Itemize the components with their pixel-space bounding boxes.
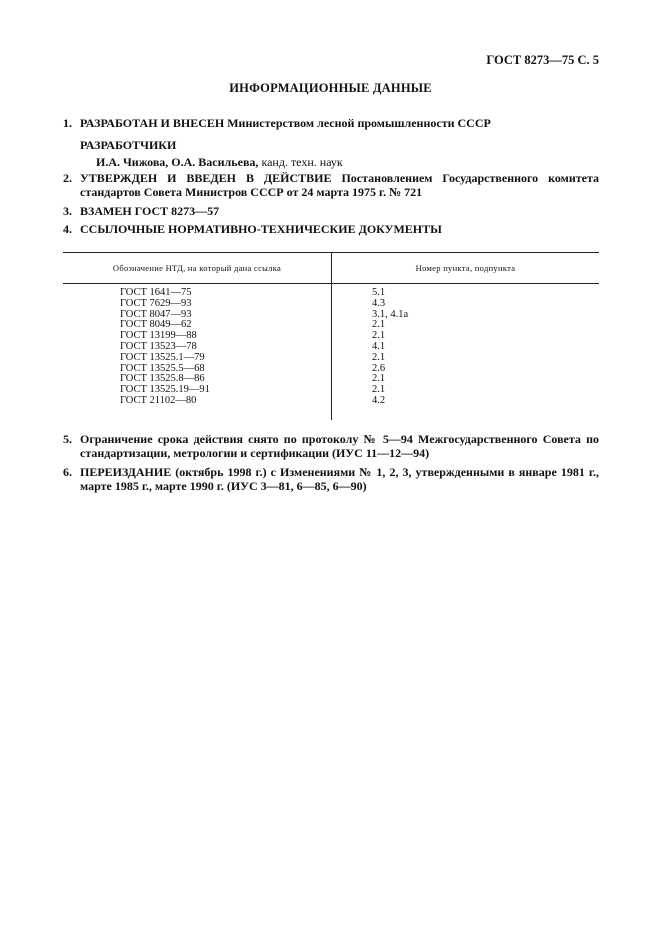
table-header-clause: Номер пункта, подпункта xyxy=(415,263,516,273)
table-cell-doc: ГОСТ 21102—80 xyxy=(120,394,197,406)
item-number: 2. xyxy=(63,171,72,185)
item-number: 5. xyxy=(63,432,72,446)
item-number: 4. xyxy=(63,222,72,236)
page-header: ГОСТ 8273—75 С. 5 xyxy=(486,53,599,67)
developers-names xyxy=(96,155,343,170)
table-cell-doc: ГОСТ 13525.5—68 xyxy=(120,362,205,374)
table-cell-clause: 2.6 xyxy=(372,362,386,374)
table-cell-clause: 2.1 xyxy=(372,384,386,396)
table-cell-doc: ГОСТ 13525.1—79 xyxy=(120,351,205,363)
item-developed xyxy=(63,117,599,131)
reference-table xyxy=(63,252,599,420)
table-cell-doc: ГОСТ 13525.8—86 xyxy=(120,373,205,385)
table-column-clauses xyxy=(372,288,408,407)
item-number: 1. xyxy=(63,116,72,130)
developers-label: РАЗРАБОТЧИКИ xyxy=(80,138,177,152)
table-column-documents xyxy=(120,288,210,407)
table-cell-clause: 5.1 xyxy=(372,287,386,298)
table-cell-doc: ГОСТ 13199—88 xyxy=(120,330,197,342)
table-cell-clause: 3.1, 4.1а xyxy=(372,308,409,320)
table-cell-clause: 4.2 xyxy=(372,394,386,406)
table-cell-clause: 4.3 xyxy=(372,297,386,309)
table-cell-doc: ГОСТ 1641—75 xyxy=(120,287,192,298)
item-references xyxy=(63,223,599,237)
item-number: 3. xyxy=(63,204,72,218)
table-cell-clause: 4.1 xyxy=(372,340,386,352)
item-text: ВЗАМЕН ГОСТ 8273—57 xyxy=(80,204,220,218)
item-text: ПЕРЕИЗДАНИЕ (октябрь 1998 г.) с Изменениями № 1, 2, 3, утвержденными в январе 1981 г., марте 1985 г., марте 1990 г. (ИУС 3—81, 6—85, 6—90) xyxy=(80,465,599,493)
table-cell-clause: 2.1 xyxy=(372,319,386,331)
item-number: 6. xyxy=(63,465,72,479)
table-cell-clause: 2.1 xyxy=(372,330,386,342)
author-names: И.А. Чижова, О.А. Васильева, xyxy=(96,155,259,169)
item-limitation xyxy=(63,433,599,460)
item-text: УТВЕРЖДЕН И ВВЕДЕН В ДЕЙСТВИЕ Постановлением Государственного комитета стандартов Совета Министров СССР от 24 марта 1975 г. № 721 xyxy=(80,171,599,199)
page-title: ИНФОРМАЦИОННЫЕ ДАННЫЕ xyxy=(229,81,432,95)
author-degree: канд. техн. наук xyxy=(261,155,343,169)
item-replaces xyxy=(63,205,599,219)
table-cell-clause: 2.1 xyxy=(372,351,386,363)
item-text: ССЫЛОЧНЫЕ НОРМАТИВНО-ТЕХНИЧЕСКИЕ ДОКУМЕНТЫ xyxy=(80,222,442,236)
table-cell-clause: 2.1 xyxy=(372,373,386,385)
table-column-divider xyxy=(331,252,332,420)
table-cell-doc: ГОСТ 13523—78 xyxy=(120,340,197,352)
table-cell-doc: ГОСТ 8047—93 xyxy=(120,308,192,320)
item-text: Ограничение срока действия снято по протоколу № 5—94 Межгосударственного Совета по стандартизации, метрологии и сертификации (ИУС 11—12—94) xyxy=(80,432,599,460)
table-cell-doc: ГОСТ 8049—62 xyxy=(120,319,192,331)
item-text: РАЗРАБОТАН И ВНЕСЕН Министерством лесной промышленности СССР xyxy=(80,116,491,130)
item-approved xyxy=(63,172,599,199)
table-cell-doc: ГОСТ 13525.19—91 xyxy=(120,384,210,396)
table-cell-doc: ГОСТ 7629—93 xyxy=(120,297,192,309)
table-header-document: Обозначение НТД, на который дана ссылка xyxy=(112,263,282,273)
item-reissue xyxy=(63,466,599,493)
